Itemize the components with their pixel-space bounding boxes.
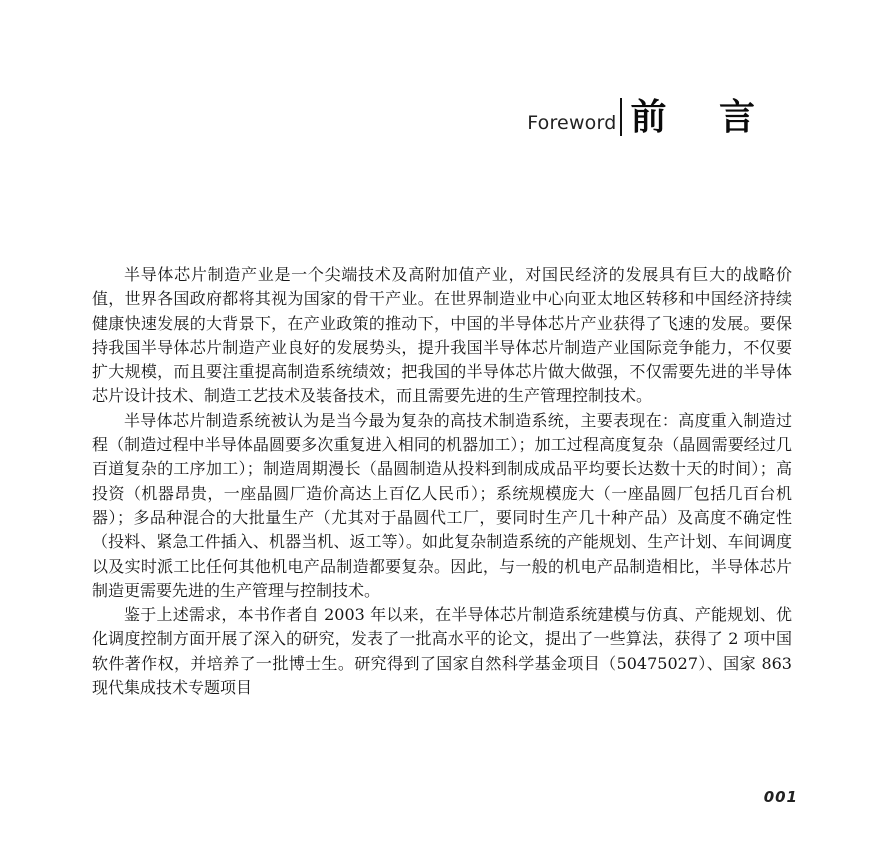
chapter-title-chinese: 前 言 — [630, 96, 775, 138]
foreword-body — [92, 263, 792, 700]
paragraph: 鉴于上述需求，本书作者自 2003 年以来，在半导体芯片制造系统建模与仿真、产能规划、优化调度控制方面开展了深入的研究，发表了一批高水平的论文，提出了一些算法，获得了 2 项中国软件著作权，并培养了一批博士生。研究得到了国家自然科学基金项目（50475027）、国家 863 现代集成技术专题项目 — [92, 605, 792, 698]
chapter-title-english: Foreword — [527, 112, 617, 134]
paragraph: 半导体芯片制造系统被认为是当今最为复杂的高技术制造系统，主要表现在：高度重入制造过程（制造过程中半导体晶圆要多次重复进入相同的机器加工）；加工过程高度复杂（晶圆需要经过几百道复杂的工序加工）；制造周期漫长（晶圆制造从投料到制成成品平均要长达数十天的时间）；高投资（机器昂贵，一座晶圆厂造价高达上百亿人民币）；系统规模庞大（一座晶圆厂包括几百台机器）；多品种混合的大批量生产（尤其对于晶圆代工厂，要同时生产几十种产品）及高度不确定性（投料、紧急工件插入、机器当机、返工等）。如此复杂制造系统的产能规划、生产计划、车间调度以及实时派工比任何其他机电产品制造都要复杂。因此，与一般的机电产品制造相比，半导体芯片制造更需要先进的生产管理与控制技术。 — [92, 410, 792, 600]
paragraph: 半导体芯片制造产业是一个尖端技术及高附加值产业，对国民经济的发展具有巨大的战略价值，世界各国政府都将其视为国家的骨干产业。在世界制造业中心向亚太地区转移和中国经济持续健康快速发展的大背景下，在产业政策的推动下，中国的半导体芯片产业获得了飞速的发展。要保持我国半导体芯片制造产业良好的发展势头，提升我国半导体芯片制造产业国际竞争能力，不仅要扩大规模，而且要注重提高制造系统绩效；把我国的半导体芯片做大做强，不仅需要先进的半导体芯片设计技术、制造工艺技术及装备技术，而且需要先进的生产管理控制技术。 — [92, 265, 792, 406]
chapter-header — [527, 96, 775, 136]
title-divider — [620, 98, 622, 136]
page-number: 001 — [763, 788, 798, 806]
